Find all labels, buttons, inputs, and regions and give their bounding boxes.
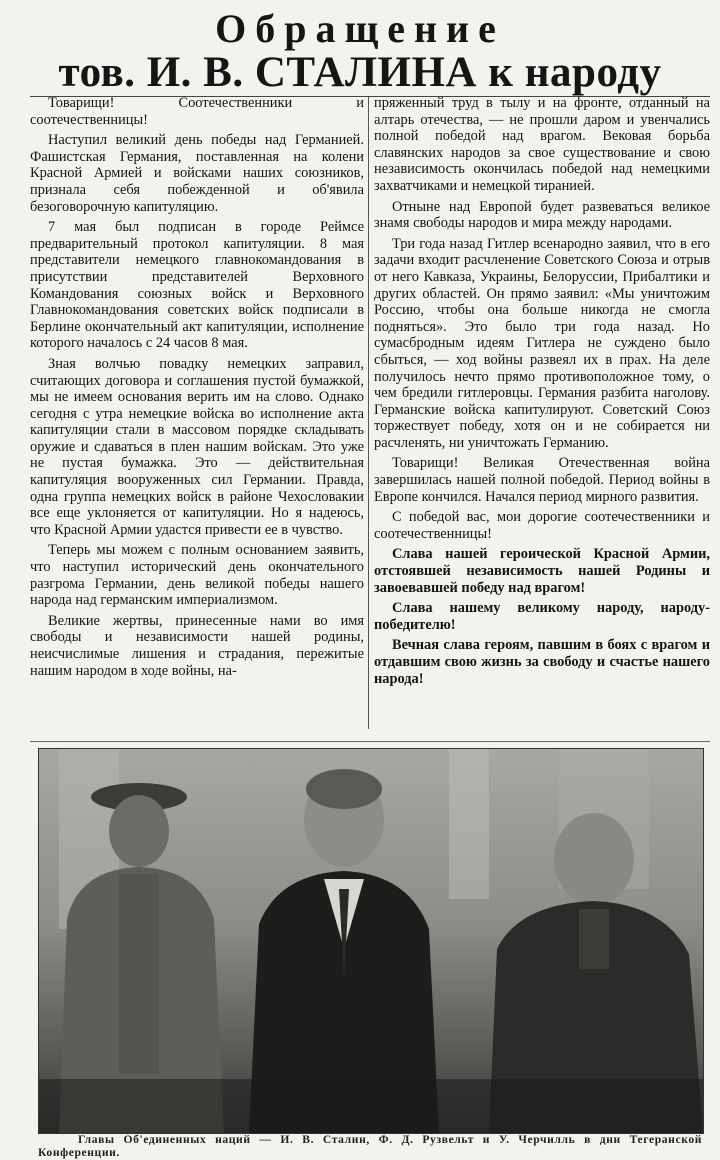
article-paragraph: С победой вас, мои дорогие соотечественники и соотечественницы! (374, 509, 710, 542)
article-paragraph: пряженный труд в тылу и на фронте, отданный на алтарь отечества, — не прошли даром и увенчались полной победой над врагом. Вековая борьба славянских народов за свое существование и свою независимость окончилась победой над немецкими захватчиками и немецкой тиранией. (374, 95, 710, 194)
column-divider (368, 97, 369, 729)
divider-middle (30, 741, 710, 742)
headline-line2: тов. И. В. СТАЛИНА к народу (58, 49, 662, 96)
article-paragraph: Наступил великий день победы над Германией. Фашистская Германия, поставленная на колени Красной Армией и войсками наших союзников, признала себя побежденной и об'явила безоговорочную капитуляцию. (30, 132, 364, 215)
headline-line1: Обращение (215, 6, 505, 51)
article-paragraph: Товарищи! Соотечественники и соотечественницы! (30, 95, 364, 128)
photo-illustration (39, 749, 703, 1133)
article-paragraph: Отныне над Европой будет развеваться великое знамя свободы народов и мира между народами. (374, 198, 710, 232)
photo-tehran-conference (38, 748, 704, 1134)
article-paragraph: Зная волчью повадку немецких заправил, считающих договора и соглашения пустой бумажкой, мы не имеем основания верить им на слово. Однако сегодня с утра немецкие войска во исполнение акта капитуляции стали в массовом порядке складывать оружие и сдаваться в плен нашим войскам. Это уже не пустая бумажка. Это — действительная капитуляция вооруженных сил Германии. Правда, одна группа немецких войск в районе Чехословакии все еще уклоняется от капитуляции. Но я надеюсь, что Красной Армии удастся привести ее в чувство. (30, 355, 364, 538)
article-column-right (374, 95, 710, 691)
article-paragraph: Слава нашему великому народу, народу-победителю! (374, 600, 710, 633)
article-paragraph: Великие жертвы, принесенные нами во имя свободы и независимости нашей родины, неисчислимые лишения и страдания, пережитые нашим народом в ходе войны, на- (30, 612, 364, 679)
article-paragraph: 7 мая был подписан в городе Реймсе предварительный протокол капитуляции. 8 мая представители немецкого главнокомандования в присутствии представителей Верховного Командования союзных войск и Верховного Главнокомандования советских войск подписали в Берлине окончательный акт капитуляции, исполнение которого началось с 24 часов 8 мая. (30, 219, 364, 352)
article-column-left (30, 95, 364, 683)
article-paragraph: Три года назад Гитлер всенародно заявил, что в его задачи входит расчленение Советского Союза и отрыв от него Кавказа, Украины, Белоруссии, Прибалтики и других областей. Он прямо заявил: «Мы уничтожим Россию, чтобы она больше никогда не смогла подняться». Это было три года назад. Но сумасбродным идеям Гитлера не суждено было сбыться, — ход войны развеял их в прах. На деле получилось нечто прямо противоположное тому, о чем бредили гитлеровцы. Германия разбита наголову. Германские войска капитулируют. Советский Союз торжествует победу, хотя он и не собирается ни расчленять, ни уничтожать Германию. (374, 235, 710, 451)
article-paragraph: Товарищи! Великая Отечественная война завершилась нашей полной победой. Период войны в Европе кончился. Начался период мирного развития. (374, 455, 710, 505)
article-paragraph: Теперь мы можем с полным основанием заявить, что наступил исторический день окончательного разгрома Германии, день великой победы нашего народа над германским империализмом. (30, 542, 364, 609)
article-paragraph: Вечная слава героям, павшим в боях с врагом и отдавшим свою жизнь за свободу и счастье нашего народа! (374, 637, 710, 687)
photo-caption: Главы Об'единенных наций — И. В. Сталин, Ф. Д. Рузвельт и У. Черчилль в дни Тегеранской Конференции. (38, 1133, 702, 1159)
article-paragraph: Слава нашей героической Красной Армии, отстоявшей независимость нашей Родины и завоевавшей победу над врагом! (374, 546, 710, 596)
